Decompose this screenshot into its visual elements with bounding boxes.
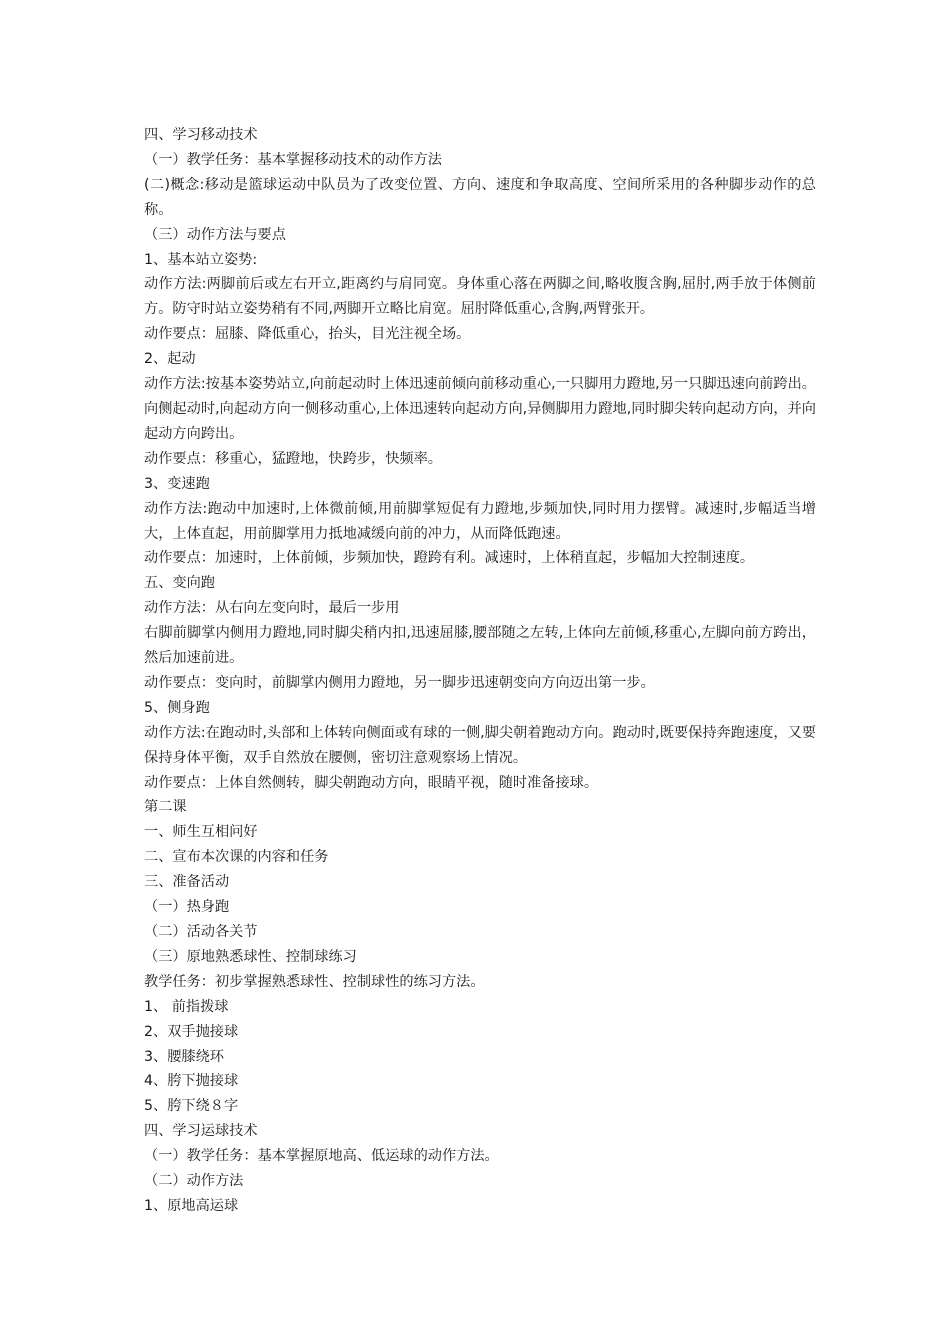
list-item: 2、双手抛接球 <box>144 1023 239 1040</box>
list-item: 一、师生互相问好 <box>144 824 258 841</box>
list-item: 三、准备活动 <box>144 874 230 891</box>
section-heading: 四、学习运球技术 <box>144 1123 258 1140</box>
method-paragraph: 动作方法：从右向左变向时，最后一步用 <box>144 600 400 617</box>
key-points: 动作要点：移重心，猛蹬地，快跨步，快频率。 <box>144 450 442 467</box>
list-item: 4、胯下抛接球 <box>144 1073 239 1090</box>
method-paragraph: 动作方法:跑动中加速时,上体微前倾,用前脚掌短促有力蹬地,步频加快,同时用力摆臂。减速时,步幅适当增大，上体直起，用前脚掌用力抵地减缓向前的冲力，从而降低跑速。 <box>144 500 816 542</box>
subsection-heading: （二）动作方法 <box>144 1173 244 1190</box>
list-item: 5、胯下绕８字 <box>144 1098 239 1115</box>
list-item: 3、腰膝绕环 <box>144 1048 224 1065</box>
item-heading: 5、侧身跑 <box>144 699 210 716</box>
method-paragraph: 动作方法:按基本姿势站立,向前起动时上体迅速前倾向前移动重心,一只脚用力蹬地,另一只脚迅速向前跨出。向侧起动时,向起动方向一侧移动重心,上体迅速转向起动方向,异侧脚用力蹬地,同时脚尖转向起动方向，并向起动方向跨出。 <box>144 376 816 442</box>
concept-paragraph: (二)概念:移动是篮球运动中队员为了改变位置、方向、速度和争取高度、空间所采用的各种脚步动作的总称。 <box>144 176 816 218</box>
list-item: （一）热身跑 <box>144 899 230 916</box>
teaching-task: 教学任务：初步掌握熟悉球性、控制球性的练习方法。 <box>144 973 485 990</box>
lesson-heading: 第二课 <box>144 799 187 816</box>
teaching-task: （一）教学任务：基本掌握原地高、低运球的动作方法。 <box>144 1148 499 1165</box>
method-paragraph: 右脚前脚掌内侧用力蹬地,同时脚尖稍内扣,迅速屈膝,腰部随之左转,上体向左前倾,移重心,左脚向前方跨出，然后加速前进。 <box>144 625 816 667</box>
item-heading: 2、起动 <box>144 351 196 368</box>
method-paragraph: 动作方法:在跑动时,头部和上体转向侧面或有球的一侧,脚尖朝着跑动方向。跑动时,既要保持奔跑速度，又要保持身体平衡，双手自然放在腰侧，密切注意观察场上情况。 <box>144 724 816 766</box>
teaching-task: （一）教学任务：基本掌握移动技术的动作方法 <box>144 151 442 168</box>
section-heading: 四、学习移动技术 <box>144 127 258 143</box>
key-points: 动作要点：上体自然侧转，脚尖朝跑动方向，眼睛平视，随时准备接球。 <box>144 774 599 791</box>
item-heading: 1、基本站立姿势: <box>144 251 258 268</box>
list-item: 1、 前指拨球 <box>144 998 229 1015</box>
key-points: 动作要点：变向时，前脚掌内侧用力蹬地，另一脚步迅速朝变向方向迈出第一步。 <box>144 674 655 691</box>
key-points: 动作要点：屈膝、降低重心，抬头，目光注视全场。 <box>144 326 471 343</box>
key-points: 动作要点：加速时，上体前倾，步频加快，蹬跨有利。减速时，上体稍直起，步幅加大控制速度。 <box>144 550 755 567</box>
document-body <box>144 123 816 1219</box>
list-item: 二、宣布本次课的内容和任务 <box>144 849 329 866</box>
item-heading: 1、原地高运球 <box>144 1197 239 1214</box>
list-item: （三）原地熟悉球性、控制球练习 <box>144 948 357 965</box>
section-heading: 五、变向跑 <box>144 575 215 592</box>
method-paragraph: 动作方法:两脚前后或左右开立,距离约与肩同宽。身体重心落在两脚之间,略收腹含胸,屈肘,两手放于体侧前方。防守时站立姿势稍有不同,两脚开立略比肩宽。屈肘降低重心,含胸,两臂张开。 <box>144 276 816 318</box>
list-item: （二）活动各关节 <box>144 924 258 940</box>
item-heading: 3、变速跑 <box>144 475 210 492</box>
subsection-heading: （三）动作方法与要点 <box>144 226 286 243</box>
